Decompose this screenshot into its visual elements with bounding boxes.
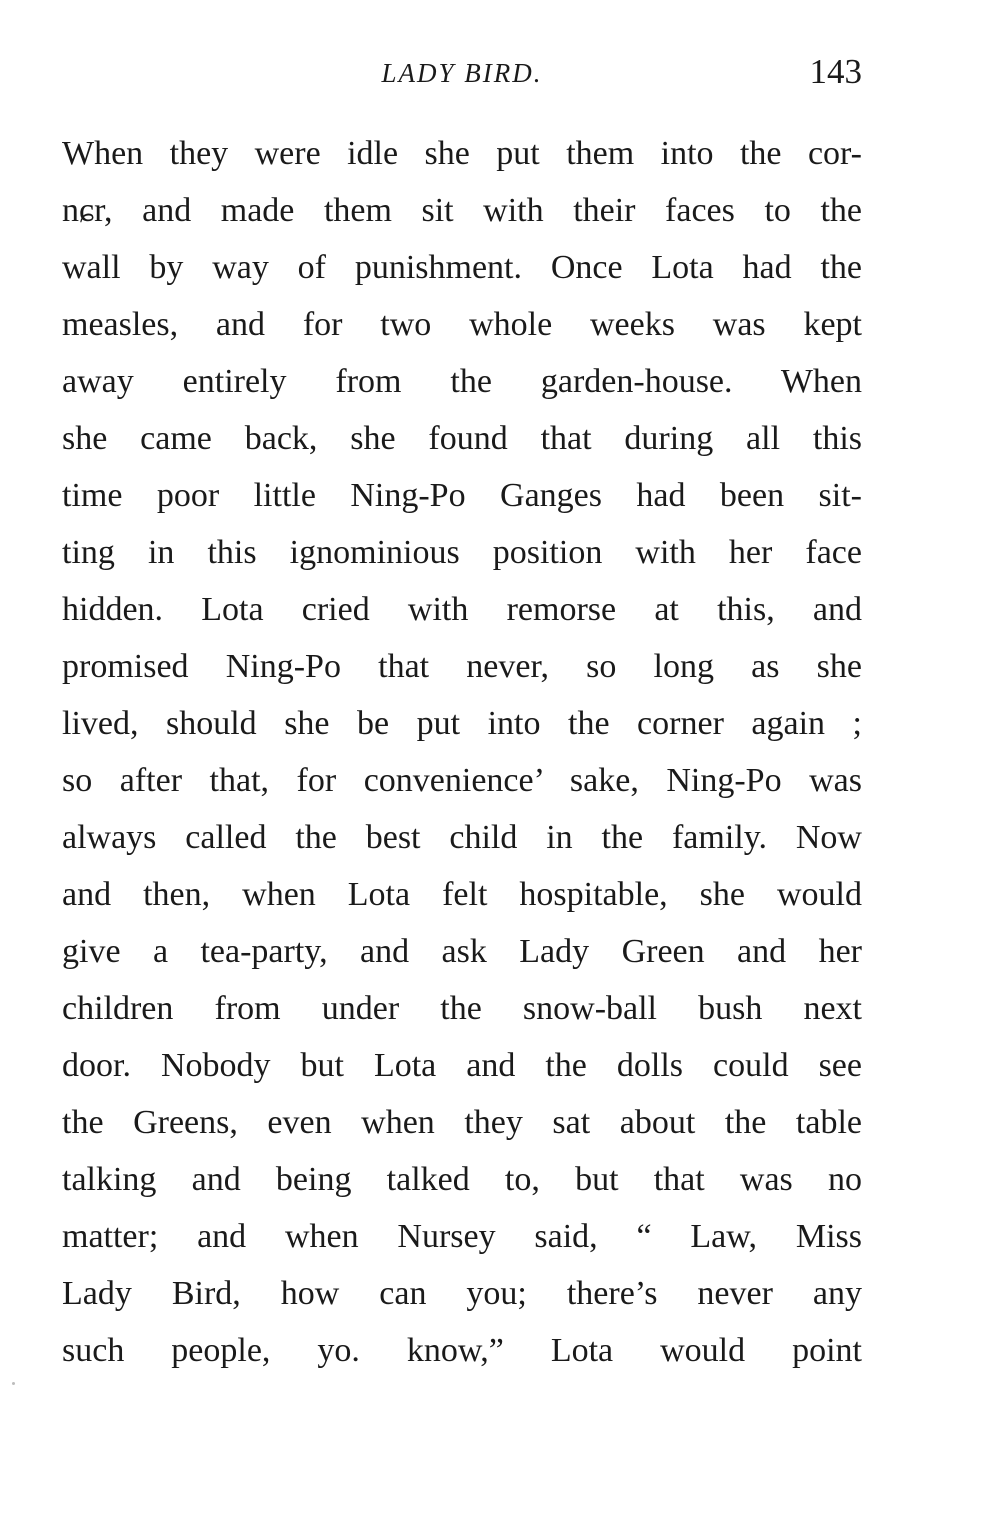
text-line: nɕr, and made them sit with their faces to the [62,192,862,229]
running-head [62,52,862,98]
text-line: always called the best child in the family. Now [62,819,862,856]
text-line: hidden. Lota cried with remorse at this, and [62,591,862,628]
text-line: time poor little Ning-Po Ganges had been sit- [62,477,862,514]
margin-speck [12,1382,15,1385]
text-line: promised Ning-Po that never, so long as she [62,648,862,685]
text-line: away entirely from the garden-house. When [62,363,862,400]
text-line: and then, when Lota felt hospitable, she would [62,876,862,913]
text-line: Lady Bird, how can you; there’s never any [62,1275,862,1312]
text-line: give a tea-party, and ask Lady Green and her [62,933,862,970]
text-line: such people, yo. know,” Lota would point [62,1332,862,1369]
text-line: wall by way of punishment. Once Lota had the [62,249,862,286]
running-title: LADY BIRD. [381,58,543,88]
text-line: measles, and for two whole weeks was kept [62,306,862,343]
text-line: talking and being talked to, but that was no [62,1161,862,1198]
text-line: When they were idle she put them into the cor- [62,135,862,172]
text-line: ting in this ignominious position with her face [62,534,862,571]
text-line: door. Nobody but Lota and the dolls could see [62,1047,862,1084]
text-line: so after that, for convenience’ sake, Ning-Po was [62,762,862,799]
text-line: she came back, she found that during all this [62,420,862,457]
page-number: 143 [809,52,862,91]
text-line: children from under the snow-ball bush next [62,990,862,1027]
text-line: matter; and when Nursey said, “ Law, Miss [62,1218,862,1255]
body-text [62,125,862,1379]
text-line: lived, should she be put into the corner again ; [62,705,862,742]
text-line: the Greens, even when they sat about the table [62,1104,862,1141]
